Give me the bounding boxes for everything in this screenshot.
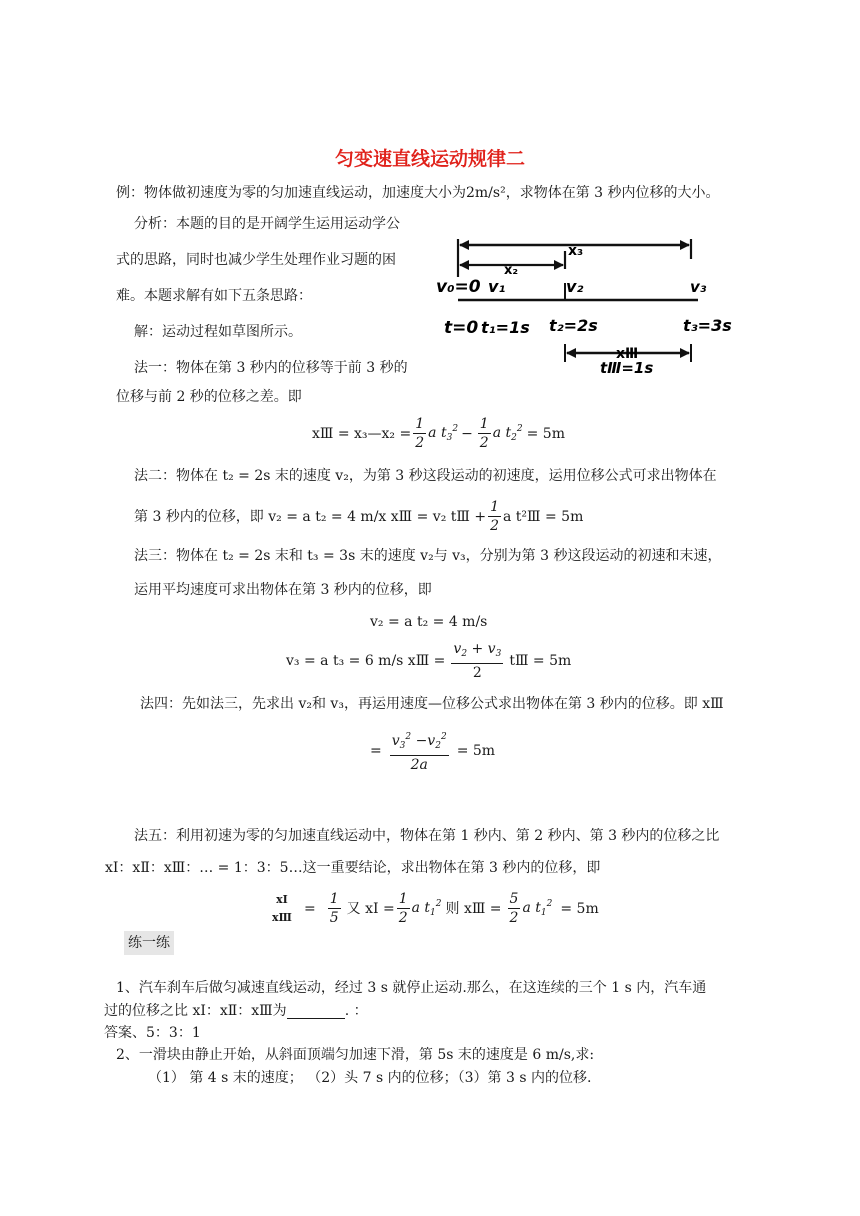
example-text: 例：物体做初速度为零的匀加速直线运动，加速度大小为2m/s²，求物体在第 3 秒内位移的大小。 [116,185,720,201]
tiii-label: tⅢ=1s [600,359,654,375]
method1-result: = 5m [526,425,565,442]
method2-line-2 [134,498,583,535]
method1-formula-left: xⅢ = x₃—x₂ = [312,425,412,442]
question-2-line-1: 2、一滑块由静止开始，从斜面顶端匀加速下滑，第 5s 末的速度是 6 m/s,求: [116,1047,595,1063]
v0-label: v₀=0 [436,277,481,297]
ratio-fraction: xⅠ xⅢ [272,892,292,924]
ratio-equals: = [303,900,316,917]
method4-equals: = [370,743,382,759]
method4-result: = 5m [456,743,496,759]
method3-eq-2-a: v₃ = a t₃ = 6 m/s xⅢ = [286,653,446,669]
method4-formula [370,728,495,774]
x2-label: x₂ [504,263,519,278]
method5-result: = 5m [560,900,599,917]
method5-also: 又 xⅠ = [346,900,395,917]
half-fraction: $\frac{1}{2}$ [415,416,425,451]
answer-text: 答案、5：3：1 [104,1025,201,1041]
method3-line-2: 运用平均速度可求出物体在第 3 秒内的位移，即 [134,582,432,598]
v2-label: v₂ [566,277,584,296]
five-halves-fraction: $\frac{5}{2}$ [509,891,519,926]
solution-text: 解：运动过程如草图所示。 [134,324,302,340]
at1-term: a $t_1^2$ [411,899,442,918]
x3-label: x₃ [568,243,584,259]
method1-formula [312,415,565,452]
half-fraction-2: $\frac{1}{2}$ [479,416,489,451]
question-1-line-2-a: 过的位移之比 xⅠ：xⅡ：xⅢ为 [104,1003,287,1019]
method5-formula [270,890,599,927]
answer-blank[interactable] [287,1004,345,1019]
method3-line-1: 法三：物体在 t₂ = 2s 末和 t₃ = 3s 末的速度 v₂与 v₃，分别为第 3 秒这段运动的初速和末速， [134,548,722,564]
v3-label: v₃ [690,278,707,296]
v1-label: v₁ [488,277,506,296]
xiii-label: xⅢ [616,346,639,362]
t0-label: t=0 [444,318,479,338]
method5-then: 则 xⅢ = [445,900,502,917]
method1-line-2: 位移与前 2 秒的位移之差。即 [116,389,302,405]
method5-half: $\frac{1}{2}$ [398,891,408,926]
t1-label: t₁=1s [481,318,530,337]
method1-line-1: 法一：物体在第 3 秒内的位移等于前 3 秒的 [134,360,408,376]
method3-eq-2 [286,640,571,682]
method4-line-1: 法四：先如法三，先求出 v₂和 v₃，再运用速度—位移公式求出物体在第 3 秒内的位移。即 xⅢ [140,696,724,712]
analysis-line-1: 分析：本题的目的是开阔学生运用运动学公 [134,216,400,232]
method2-line-2-a: 第 3 秒内的位移，即 v₂ = a t₂ = 4 m/x xⅢ = v₂ tⅢ + [134,508,487,525]
method3-eq-1: v₂ = a t₂ = 4 m/s [370,614,488,630]
avg-velocity-fraction: $\frac{v_2 + v_3}{2}$ [453,641,502,681]
method5-line-2: xⅠ：xⅡ：xⅢ：… = 1：3：5…这一重要结论，求出物体在第 3 秒内的位移，即 [105,860,601,876]
method2-line-2-b: a t²Ⅲ = 5m [503,508,584,525]
page-title: 匀变速直线运动规律二 [334,148,525,170]
at3-term: a $t_3^2$ [428,424,459,443]
question-2-line-2: （1） 第 4 s 末的速度； （2）头 7 s 内的位移；（3）第 3 s 内的位移. [148,1070,592,1086]
method2-half: $\frac{1}{2}$ [490,499,499,534]
velocity-displacement-fraction: $\frac{v_3^2 -v_2^2}{2a}$ [390,728,449,774]
t2-label: t₂=2s [549,316,598,335]
method2-line-1: 法二：物体在 t₂ = 2s 末的速度 v₂，为第 3 秒这段运动的初速度，运用位移公式可求出物体在 [134,468,717,484]
method3-eq-2-b: tⅢ = 5m [509,653,572,669]
question-1-line-2-b: . ： [344,1003,368,1019]
practice-header: 练一练 [124,931,174,955]
minus-sign: − [461,425,473,442]
motion-diagram [428,225,748,375]
at1-term-2: a $t_1^2$ [522,899,553,918]
t3-label: t₃=3s [683,316,732,335]
question-1-line-1: 1、汽车刹车后做匀减速直线运动，经过 3 s 就停止运动.那么，在这连续的三个 1 s 内，汽车通 [116,980,707,996]
method5-line-1: 法五：利用初速为零的匀加速直线运动中，物体在第 1 秒内、第 2 秒内、第 3 秒内的位移之比 [134,828,720,844]
analysis-line-3: 难。本题求解有如下五条思路： [116,288,312,304]
question-1-line-2 [104,1001,368,1021]
at2-term: a $t_2^2$ [492,424,523,443]
analysis-line-2: 式的思路，同时也减少学生处理作业习题的困 [116,252,396,268]
one-fifth-fraction: $\frac{1}{5}$ [329,891,339,926]
